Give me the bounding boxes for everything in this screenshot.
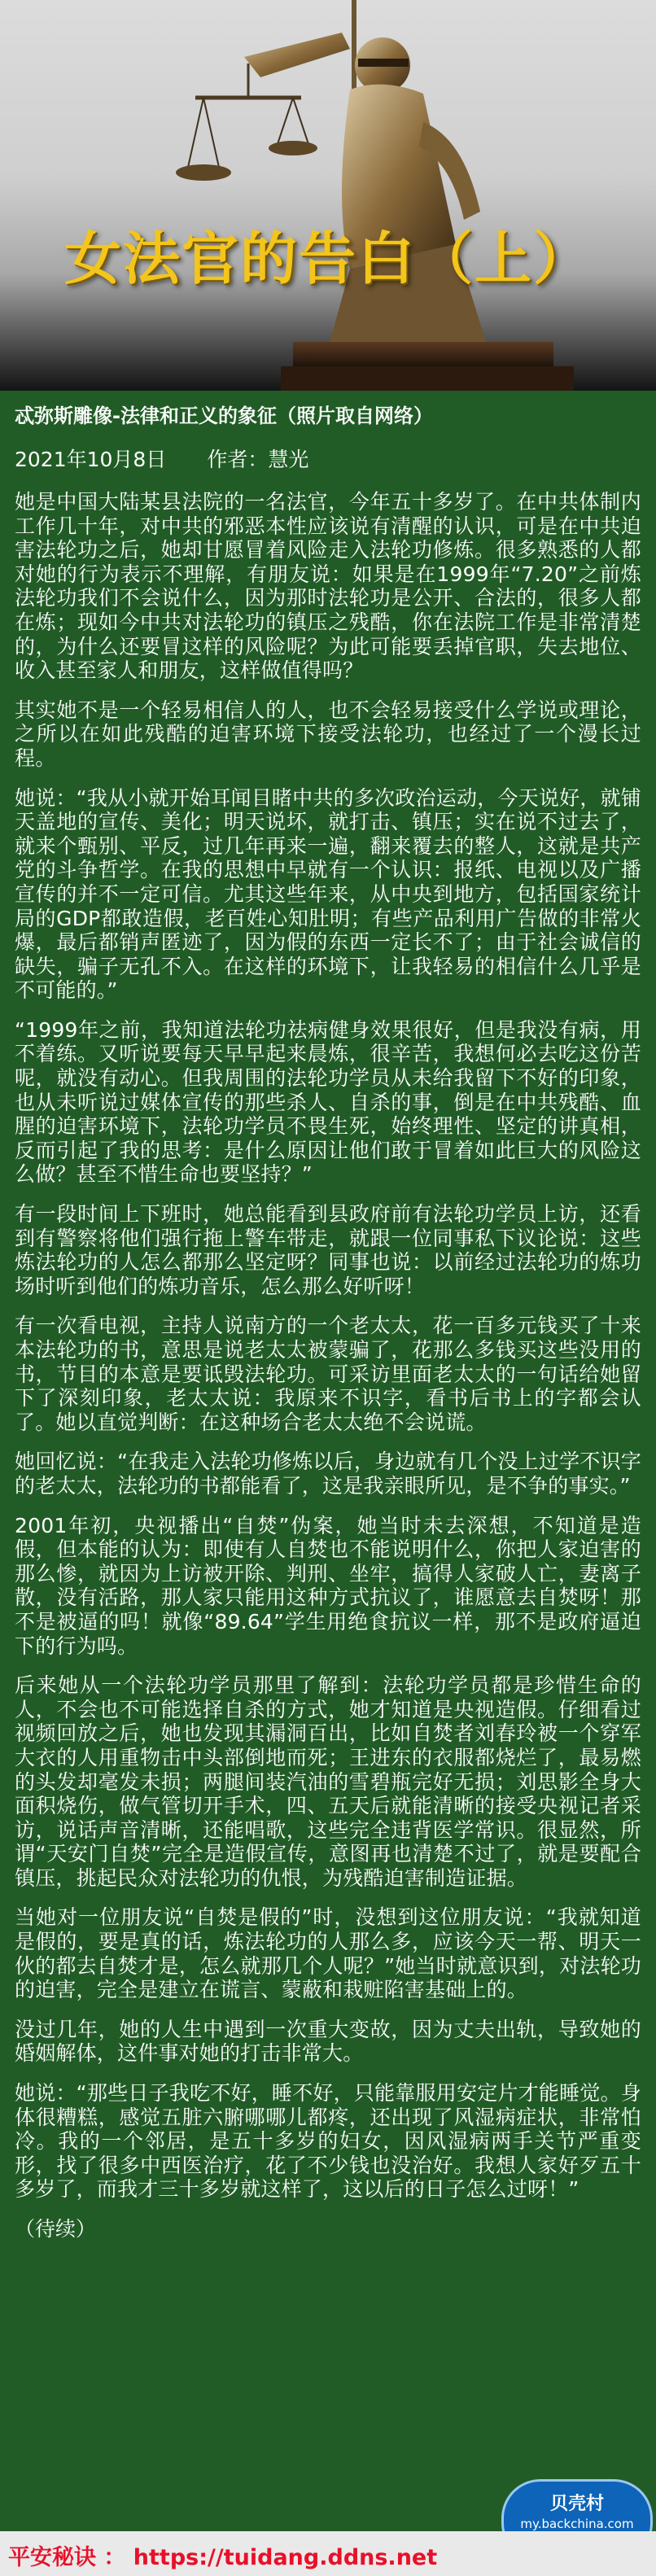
article-meta — [15, 446, 641, 474]
paragraph: 当她对一位朋友说“自焚是假的”时，没想到这位朋友说：“我就知道是假的，要是真的话，炼法轮功的人那么多，应该今天一帮、明天一伙的都去自焚才是，怎么就那几个人呢？”她当时就意识到，对法轮功的迫害，完全是建立在谎言、蒙蔽和栽赃陷害基础上的。 — [15, 1905, 641, 2002]
image-caption: 忒弥斯雕像-法律和正义的象征（照片取自网络） — [15, 405, 433, 427]
paragraph: 她说：“那些日子我吃不好，睡不好，只能靠服用安定片才能睡觉。身体很糟糕，感觉五脏六腑哪哪儿都疼，还出现了风湿病症状，非常怕冷。我的一个邻居，是五十多岁的妇女，因风湿病两手关节严重变形，找了很多中西医治疗，花了不少钱也没治好。我想人家好歹五十多岁了，而我才三十多岁就这样了，这以后的日子怎么过呀！” — [15, 2081, 641, 2202]
badge-name: 贝壳村 — [549, 2494, 604, 2514]
footer-bar — [0, 2531, 656, 2576]
paragraph: 有一段时间上下班时，她总能看到县政府前有法轮功学员上访，还看到有警察将他们强行拖上警车带走，就跟一位同事私下议论说：这些炼法轮功的人怎么都那么坚定呀？同事也说：以前经过法轮功的炼功场时听到他们的炼功音乐，怎么那么好听呀！ — [15, 1202, 641, 1298]
paragraph: “1999年之前，我知道法轮功祛病健身效果很好，但是我没有病，用不着练。又听说要每天早早起来晨炼，很辛苦，我想何必去吃这份苦呢，就没有动心。但我周围的法轮功学员从未给我留下不好的印象，也从未听说过媒体宣传的那些杀人、自杀的事，倒是在中共残酷、血腥的迫害环境下，法轮功学员不畏生死，始终理性、坚定的讲真相，反而引起了我的思考：是什么原因让他们敢于冒着如此巨大的风险这么做？甚至不惜生命也要坚持？” — [15, 1017, 641, 1187]
paragraph: 她回忆说：“在我走入法轮功修炼以后，身边就有几个没上过学不识字的老太太，法轮功的书都能看了，这是我亲眼所见，是不争的事实。” — [15, 1450, 641, 1498]
paragraph: 没过几年，她的人生中遇到一次重大变故，因为丈夫出轨，导致她的婚姻解体，这件事对她的打击非常大。 — [15, 2017, 641, 2066]
paragraph: 有一次看电视，主持人说南方的一个老太太，花一百多元钱买了十来本法轮功的书，意思是说老太太被蒙骗了，花那么多钱买这些没用的书，节目的本意是要诋毁法轮功。可采访里面老太太的一句话给她留下了深刻印象，老太太说：我原来不识字，看书后书上的字都会认了。她以直觉判断：在这种场合老太太绝不会说谎。 — [15, 1314, 641, 1434]
paragraph: 她说：“我从小就开始耳闻目睹中共的多次政治运动，今天说好，就铺天盖地的宣传、美化；明天说坏，就打击、镇压；实在说不过去了，就来个甄别、平反，过几年再来一遍，翻来覆去的整人，这就是共产党的斗争哲学。在我的思想中早就有一个认识：报纸、电视以及广播宣传的并不一定可信。尤其这些年来，从中央到地方，包括国家统计局的GDP都敢造假，老百姓心知肚明；有些产品利用广告做的非常火爆，最后都销声匿迹了，因为假的东西一定长不了；由于社会诚信的缺失，骗子无孔不入。在这样的环境下，让我轻易的相信什么几乎是不可能的。” — [15, 785, 641, 1003]
paragraph: 后来她从一个法轮功学员那里了解到：法轮功学员都是珍惜生命的人，不会也不可能选择自杀的方式，她才知道是央视造假。仔细看过视频回放之后，她也发现其漏洞百出，比如自焚者刘春玲被一个穿军大衣的人用重物击中头部倒地而死；王进东的衣服都烧烂了，最易燃的头发却毫发未损；两腿间装汽油的雪碧瓶完好无损；刘思影全身大面积烧伤，做气管切开手术，四、五天后就能清晰的接受央视记者采访，说话声音清晰，还能唱歌，这些完全违背医学常识。很显然，所谓“天安门自焚”完全是造假宣传，意图再也清楚不过了，就是要配合镇压，挑起民众对法轮功的仇恨，为残酷迫害制造证据。 — [15, 1673, 641, 1890]
page-title: 女法官的告白（上） — [64, 225, 592, 292]
justice-statue-icon — [0, 0, 656, 391]
paragraph: 她是中国大陆某县法院的一名法官，今年五十多岁了。在中共体制内工作几十年，对中共的邪恶本性应该说有清醒的认识，可是在中共迫害法轮功之后，她却甘愿冒着风险走入法轮功修炼。很多熟悉的人都对她的行为表示不理解，有朋友说：如果是在1999年“7.20”之前炼法轮功我们不会说什么，因为那时法轮功是公开、合法的，很多人都在炼；现如今中共对法轮功的镇压之残酷，你在法院工作是非常清楚的，为什么还要冒这样的风险呢？为此可能要丢掉官职，失去地位、收入甚至家人和朋友，这样做值得吗？ — [15, 490, 641, 683]
publish-date: 2021年10月8日 — [15, 448, 167, 471]
header-image — [0, 0, 656, 391]
paragraph: 2001年初，央视播出“自焚”伪案，她当时未去深想，不知道是造假，但本能的认为：即使有人自焚也不能说明什么，你把人家迫害的那么惨，就因为上访被开除、判刑、坐牢，搞得人家破人亡，妻离子散，没有活路，那人家只能用这种方式抗议了，谁愿意去自焚呀！那不是被逼的吗！就像“89.64”学生用绝食抗议一样，那不是政府逼迫下的行为吗。 — [15, 1513, 641, 1658]
badge-url: my.backchina.com — [520, 2517, 634, 2531]
footer-link[interactable]: 平安秘诀 ： https://tuidang.ddns.net — [8, 2545, 438, 2570]
article-body — [15, 402, 641, 2241]
author-name: 作者：慧光 — [207, 448, 309, 471]
paragraph: 其实她不是一个轻易相信人的人，也不会轻易接受什么学说或理论，之所以在如此残酷的迫害环境下接受法轮功，也经过了一个漫长过程。 — [15, 698, 641, 770]
to-be-continued: （待续） — [15, 2217, 97, 2241]
